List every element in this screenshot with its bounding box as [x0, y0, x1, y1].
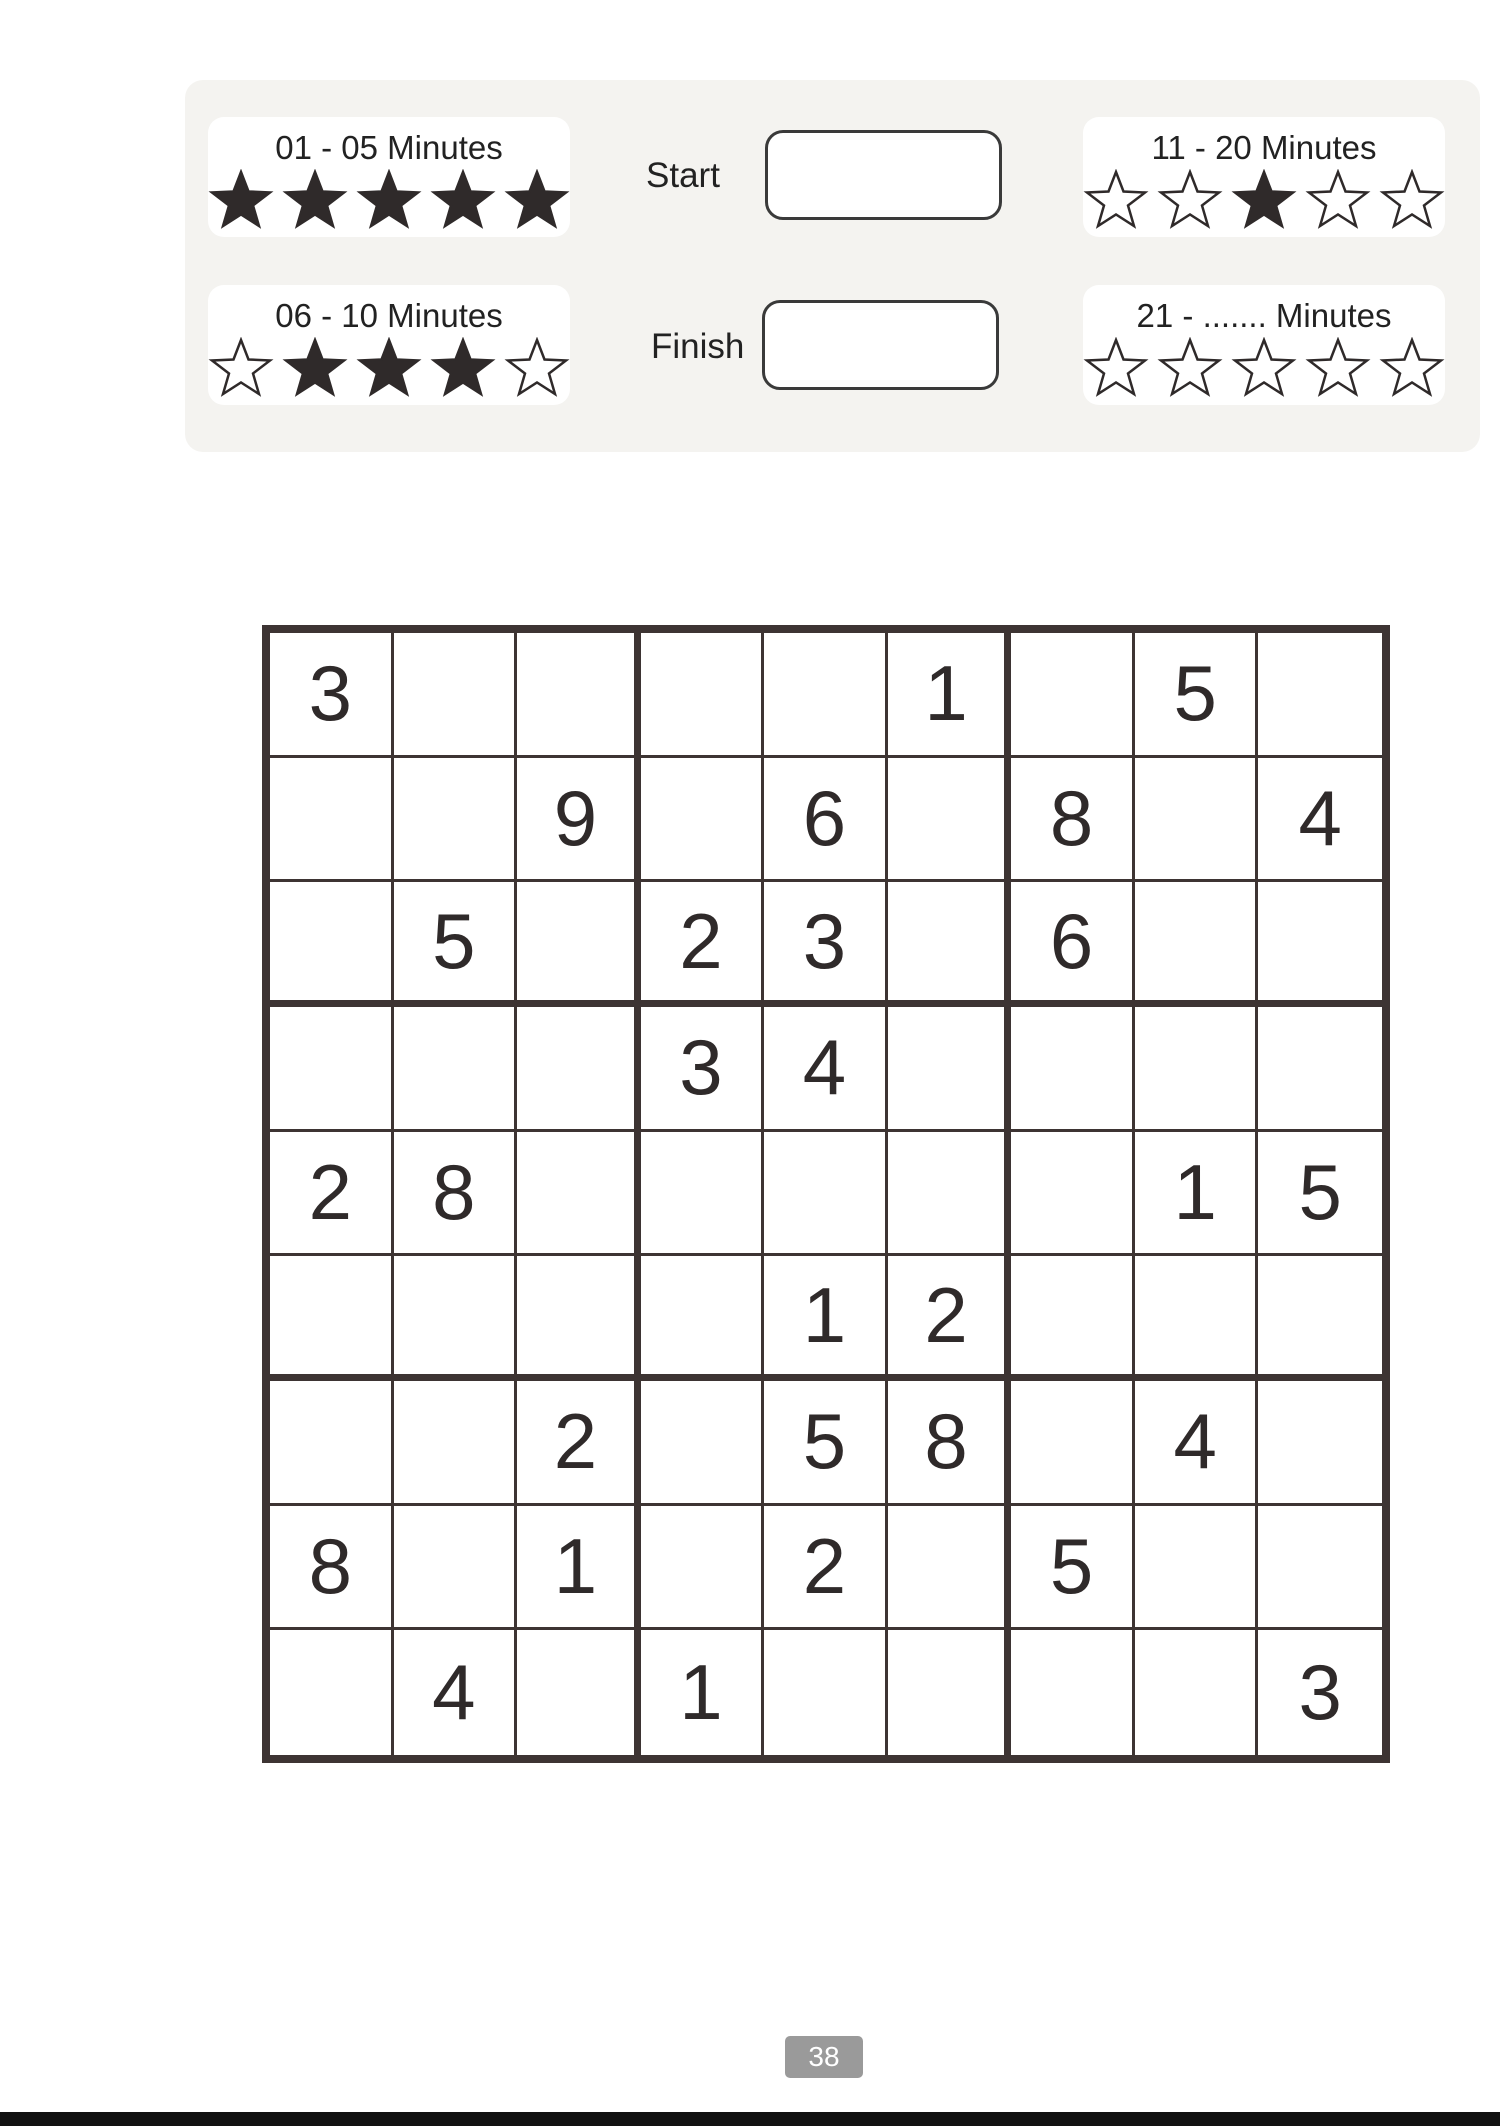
sudoku-cell-empty[interactable] [270, 1007, 394, 1132]
sudoku-cell-empty[interactable] [888, 1007, 1012, 1132]
sudoku-cell-empty[interactable] [764, 633, 888, 758]
rating-title: 06 - 10 Minutes [275, 297, 503, 334]
filled-star-icon [504, 169, 570, 229]
sudoku-cell-empty[interactable] [888, 758, 1012, 883]
sudoku-cell-empty[interactable] [764, 1630, 888, 1755]
sudoku-cell-empty[interactable] [641, 1132, 765, 1257]
sudoku-cell-empty[interactable] [394, 1381, 518, 1506]
sudoku-cell-empty[interactable] [394, 1256, 518, 1381]
sudoku-cell-given: 2 [764, 1506, 888, 1631]
star-rating [208, 169, 570, 229]
sudoku-cell-empty[interactable] [888, 1132, 1012, 1257]
sudoku-cell-empty[interactable] [517, 1630, 641, 1755]
sudoku-cell-given: 6 [1011, 882, 1135, 1007]
finish-time-field[interactable] [762, 300, 999, 390]
sudoku-cell-empty[interactable] [270, 758, 394, 883]
sudoku-cell-given: 8 [1011, 758, 1135, 883]
sudoku-cell-empty[interactable] [1135, 1007, 1259, 1132]
sudoku-cell-given: 2 [888, 1256, 1012, 1381]
empty-star-icon [1231, 337, 1297, 397]
sudoku-cell-empty[interactable] [888, 882, 1012, 1007]
sudoku-cell-empty[interactable] [888, 1506, 1012, 1631]
sudoku-cell-empty[interactable] [641, 633, 765, 758]
sudoku-cell-empty[interactable] [641, 1381, 765, 1506]
sudoku-cell-given: 2 [641, 882, 765, 1007]
start-label: Start [646, 156, 720, 195]
sudoku-cell-given: 5 [1258, 1132, 1382, 1257]
empty-star-icon [1157, 169, 1223, 229]
empty-star-icon [1305, 169, 1371, 229]
sudoku-cell-empty[interactable] [1135, 1630, 1259, 1755]
rating-card-21-plus [1083, 285, 1445, 405]
sudoku-cell-empty[interactable] [1011, 1132, 1135, 1257]
sudoku-cell-given: 9 [517, 758, 641, 883]
sudoku-cell-empty[interactable] [1258, 1381, 1382, 1506]
sudoku-cell-given: 8 [888, 1381, 1012, 1506]
star-rating [1083, 337, 1445, 397]
sudoku-cell-empty[interactable] [1135, 1256, 1259, 1381]
sudoku-cell-given: 4 [394, 1630, 518, 1755]
start-time-field[interactable] [765, 130, 1002, 220]
star-rating [208, 337, 570, 397]
bottom-rule [0, 2112, 1500, 2126]
sudoku-cell-empty[interactable] [1135, 882, 1259, 1007]
sudoku-cell-empty[interactable] [1011, 1256, 1135, 1381]
sudoku-cell-empty[interactable] [641, 1506, 765, 1631]
filled-star-icon [282, 169, 348, 229]
sudoku-cell-empty[interactable] [1135, 1506, 1259, 1631]
sudoku-cell-empty[interactable] [517, 1256, 641, 1381]
sudoku-cell-given: 2 [517, 1381, 641, 1506]
sudoku-cell-given: 5 [764, 1381, 888, 1506]
sudoku-cell-empty[interactable] [1135, 758, 1259, 883]
sudoku-cell-empty[interactable] [394, 633, 518, 758]
sudoku-cell-empty[interactable] [1011, 633, 1135, 758]
sudoku-cell-given: 8 [394, 1132, 518, 1257]
sudoku-cell-empty[interactable] [394, 758, 518, 883]
empty-star-icon [1305, 337, 1371, 397]
sudoku-cell-empty[interactable] [270, 882, 394, 1007]
sudoku-cell-given: 3 [270, 633, 394, 758]
rating-card-01-05 [208, 117, 570, 237]
sudoku-cell-given: 4 [1135, 1381, 1259, 1506]
sudoku-cell-given: 5 [1135, 633, 1259, 758]
filled-star-icon [1231, 169, 1297, 229]
sudoku-cell-empty[interactable] [1011, 1630, 1135, 1755]
filled-star-icon [282, 337, 348, 397]
sudoku-cell-empty[interactable] [641, 758, 765, 883]
sudoku-cell-empty[interactable] [394, 1007, 518, 1132]
sudoku-grid [262, 625, 1390, 1763]
sudoku-cell-empty[interactable] [517, 633, 641, 758]
sudoku-cell-empty[interactable] [888, 1630, 1012, 1755]
sudoku-cell-given: 6 [764, 758, 888, 883]
sudoku-cell-empty[interactable] [517, 882, 641, 1007]
sudoku-cell-empty[interactable] [1011, 1007, 1135, 1132]
empty-star-icon [1157, 337, 1223, 397]
empty-star-icon [504, 337, 570, 397]
sudoku-cell-given: 1 [764, 1256, 888, 1381]
empty-star-icon [208, 337, 274, 397]
empty-star-icon [1083, 337, 1149, 397]
star-rating [1083, 169, 1445, 229]
sudoku-cell-given: 4 [764, 1007, 888, 1132]
sudoku-cell-empty[interactable] [1258, 1256, 1382, 1381]
sudoku-cell-given: 3 [764, 882, 888, 1007]
sudoku-cell-given: 3 [1298, 1648, 1342, 1737]
sudoku-cell-given: 3 [641, 1007, 765, 1132]
sudoku-cell-empty[interactable] [394, 1506, 518, 1631]
rating-title: 21 - ....... Minutes [1136, 297, 1392, 334]
sudoku-cell-empty[interactable] [1258, 1007, 1382, 1132]
sudoku-cell-empty[interactable] [1258, 633, 1382, 758]
filled-star-icon [430, 337, 496, 397]
sudoku-cell-given: 1 [641, 1630, 765, 1755]
empty-star-icon [1379, 169, 1445, 229]
sudoku-cell-empty[interactable] [1011, 1381, 1135, 1506]
page-number: 38 [785, 2036, 863, 2078]
rating-card-11-20 [1083, 117, 1445, 237]
empty-star-icon [1379, 337, 1445, 397]
sudoku-cell-given: 5 [394, 882, 518, 1007]
sudoku-cell-empty[interactable] [517, 1132, 641, 1257]
sudoku-cell-given: 4 [1258, 758, 1382, 883]
empty-star-icon [1083, 169, 1149, 229]
sudoku-cell-given: 1 [888, 633, 1012, 758]
sudoku-cell-empty[interactable] [270, 1256, 394, 1381]
rating-title: 11 - 20 Minutes [1151, 129, 1377, 166]
rating-title: 01 - 05 Minutes [275, 129, 503, 166]
sudoku-cell-empty[interactable] [1258, 882, 1382, 1007]
sudoku-cell-empty[interactable] [764, 1132, 888, 1257]
sudoku-cell-given: 5 [1011, 1506, 1135, 1631]
sudoku-cell-given: 8 [270, 1506, 394, 1631]
sudoku-cell-empty[interactable] [517, 1007, 641, 1132]
sudoku-cell-given: 1 [517, 1506, 641, 1631]
sudoku-cell-empty[interactable] [270, 1381, 394, 1506]
filled-star-icon [356, 169, 422, 229]
sudoku-cell-given: 1 [1135, 1132, 1259, 1257]
sudoku-cell-given: 2 [270, 1132, 394, 1257]
rating-card-06-10 [208, 285, 570, 405]
sudoku-cell-empty[interactable] [1258, 1506, 1382, 1631]
finish-label: Finish [651, 327, 745, 366]
filled-star-icon [208, 169, 274, 229]
sudoku-cell-empty[interactable] [641, 1256, 765, 1381]
filled-star-icon [356, 337, 422, 397]
sudoku-cell-empty[interactable] [270, 1630, 394, 1755]
filled-star-icon [430, 169, 496, 229]
